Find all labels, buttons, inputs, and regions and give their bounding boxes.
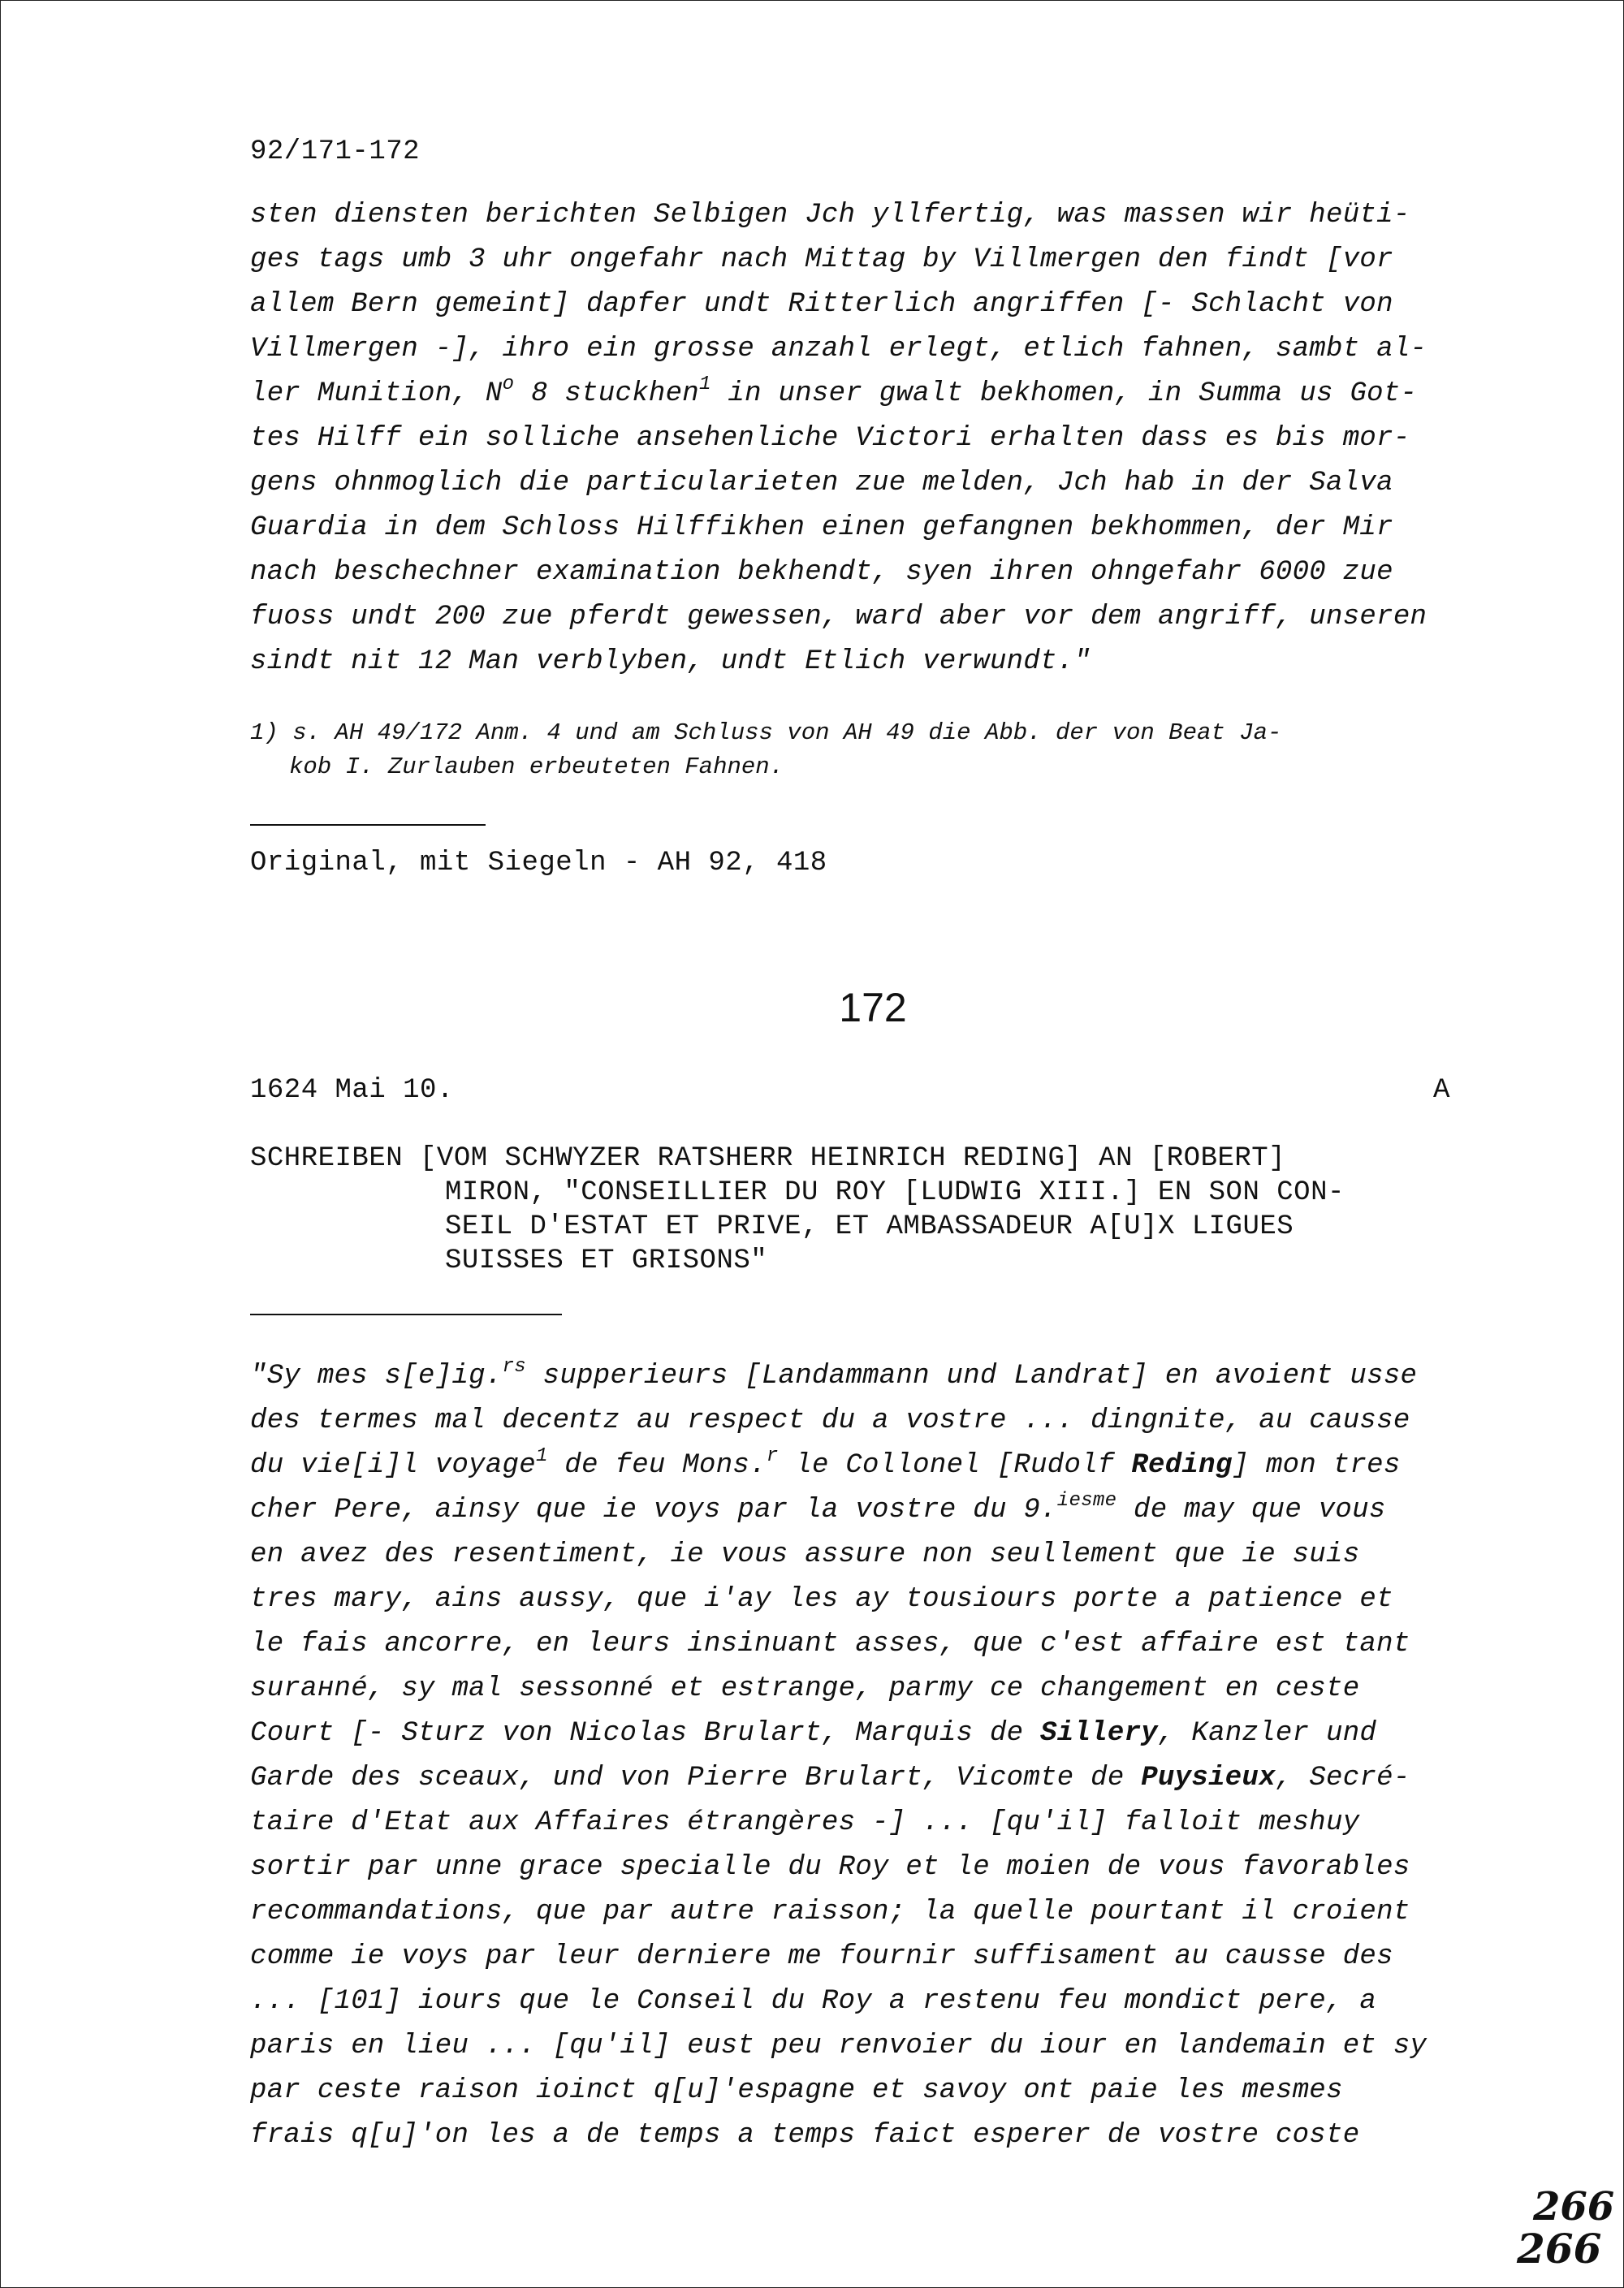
- text-line: du vie[i]l voyage$^1$ de feu Mons.$^r$ le Collonel [Rudolf Reding] mon tres: [250, 1445, 1401, 1481]
- text-line: ges tags umb 3 uhr ongefahr nach Mittag by Villmergen den findt [vor: [250, 244, 1393, 275]
- footnote-line: 1) s. AH 49/172 Anm. 4 und am Schluss von AH 49 die Abb. der von Beat Ja-: [250, 719, 1282, 746]
- text-line: allem Bern gemeint] dapfer undt Ritterlich angriffen [- Schlacht von: [250, 289, 1393, 320]
- heading-line: SCHREIBEN [VOM SCHWYZER RATSHERR HEINRICH REDING] AN [ROBERT]: [250, 1143, 1286, 1174]
- text-line: Court [- Sturz von Nicolas Brulart, Marquis de Sillery, Kanzler und: [250, 1718, 1377, 1749]
- text-line: sortir par unne grace specialle du Roy et le moien de vous favorables: [250, 1852, 1410, 1883]
- heading-line: SUISSES ET GRISONS": [445, 1245, 768, 1276]
- text-line: Villmergen -], ihro ein grosse anzahl erlegt, etlich fahnen, sambt al-: [250, 334, 1427, 365]
- text-line: sten diensten berichten Selbigen Jch yllfertig, was massen wir heüti-: [250, 200, 1410, 231]
- text-line: sindt nit 12 Man verblyben, undt Etlich verwundt.": [250, 646, 1091, 677]
- text-line: comme ie voys par leur derniere me fournir suffisament au causse des: [250, 1941, 1393, 1972]
- document-date: 1624 Mai 10.: [250, 1075, 454, 1106]
- text-line: "Sy mes s[e]ig.$^{rs}$ supperieurs [Landammann und Landrat] en avoient usse: [250, 1356, 1418, 1392]
- footnote-marker: 1: [535, 1445, 548, 1467]
- text-line: ... [101] iours que le Conseil du Roy a restenu feu mondict pere, a: [250, 1986, 1377, 2017]
- divider: [250, 1314, 562, 1315]
- divider: [250, 824, 486, 826]
- text-line: recommandations, que par autre raisson; la quelle pourtant il croient: [250, 1897, 1410, 1928]
- handwritten-page-number: 266: [1517, 2225, 1602, 2273]
- text-line: tes Hilff ein solliche ansehenliche Victori erhalten dass es bis mor-: [250, 423, 1410, 454]
- document-number: 172: [839, 985, 907, 1030]
- text-line: des termes mal decentz au respect du a vostre ... dingnite, au causse: [250, 1405, 1410, 1436]
- text-line: surанné, sy mal sessonné et estrange, parmy ce changement en ceste: [250, 1673, 1360, 1704]
- text-line: gens ohnmoglich die particularieten zue melden, Jch hab in der Salva: [250, 468, 1393, 499]
- text-line: en avez des resentiment, ie vous assure non seullement que ie suis: [250, 1539, 1360, 1570]
- text-line: paris en lieu ... [qu'il] eust peu renvoier du iour en landemain et sy: [250, 2031, 1427, 2061]
- text-line: le fais ancorre, en leurs insinuant asses, que c'est affaire est tant: [250, 1629, 1410, 1660]
- source-note: Original, mit Siegeln - AH 92, 418: [250, 848, 827, 879]
- heading-line: SEIL D'ESTAT ET PRIVE, ET AMBASSADEUR A[U]X LIGUES: [445, 1211, 1294, 1242]
- text-line: cher Pere, ainsy que ie voys par la vostre du 9.$^{iesme}$ de may que vous: [250, 1490, 1386, 1526]
- text-line: Garde des sceaux, und von Pierre Brulart, Vicomte de Puysieux, Secré-: [250, 1763, 1410, 1794]
- document-type-letter: A: [1433, 1075, 1450, 1106]
- text-line: nach beschechner examination bekhendt, syen ihren ohngefahr 6000 zue: [250, 557, 1393, 588]
- text-line: ler Munition, $N^o$ 8 stuckhen$^1$ in unser gwalt bekhomen, in Summa us Got-: [250, 373, 1418, 409]
- footnote-marker: 1: [699, 373, 711, 395]
- text-line: fuoss undt 200 zue pferdt gewessen, ward aber vor dem angriff, unseren: [250, 602, 1427, 632]
- text-line: taire d'Etat aux Affaires étrangères -] ... [qu'il] falloit meshuy: [250, 1807, 1360, 1838]
- text-line: frais q[u]'on les a de temps a temps faict esperer de vostre coste: [250, 2120, 1360, 2151]
- heading-line: MIRON, "CONSEILLIER DU ROY [LUDWIG XIII.] EN SON CON-: [445, 1177, 1345, 1208]
- text-line: tres mary, ains aussy, que i'ay les ay tousiours porte a patience et: [250, 1584, 1393, 1615]
- footnote-line: kob I. Zurlauben erbeuteten Fahnen.: [289, 753, 784, 780]
- text-line: par ceste raison ioinct q[u]'espagne et savoy ont paie les mesmes: [250, 2075, 1343, 2106]
- header-reference: 92/171-172: [250, 136, 421, 167]
- text-line: Guardia in dem Schloss Hilffikhen einen gefangnen bekhommen, der Mir: [250, 512, 1393, 543]
- handwritten-page-number: 266: [1533, 2184, 1615, 2230]
